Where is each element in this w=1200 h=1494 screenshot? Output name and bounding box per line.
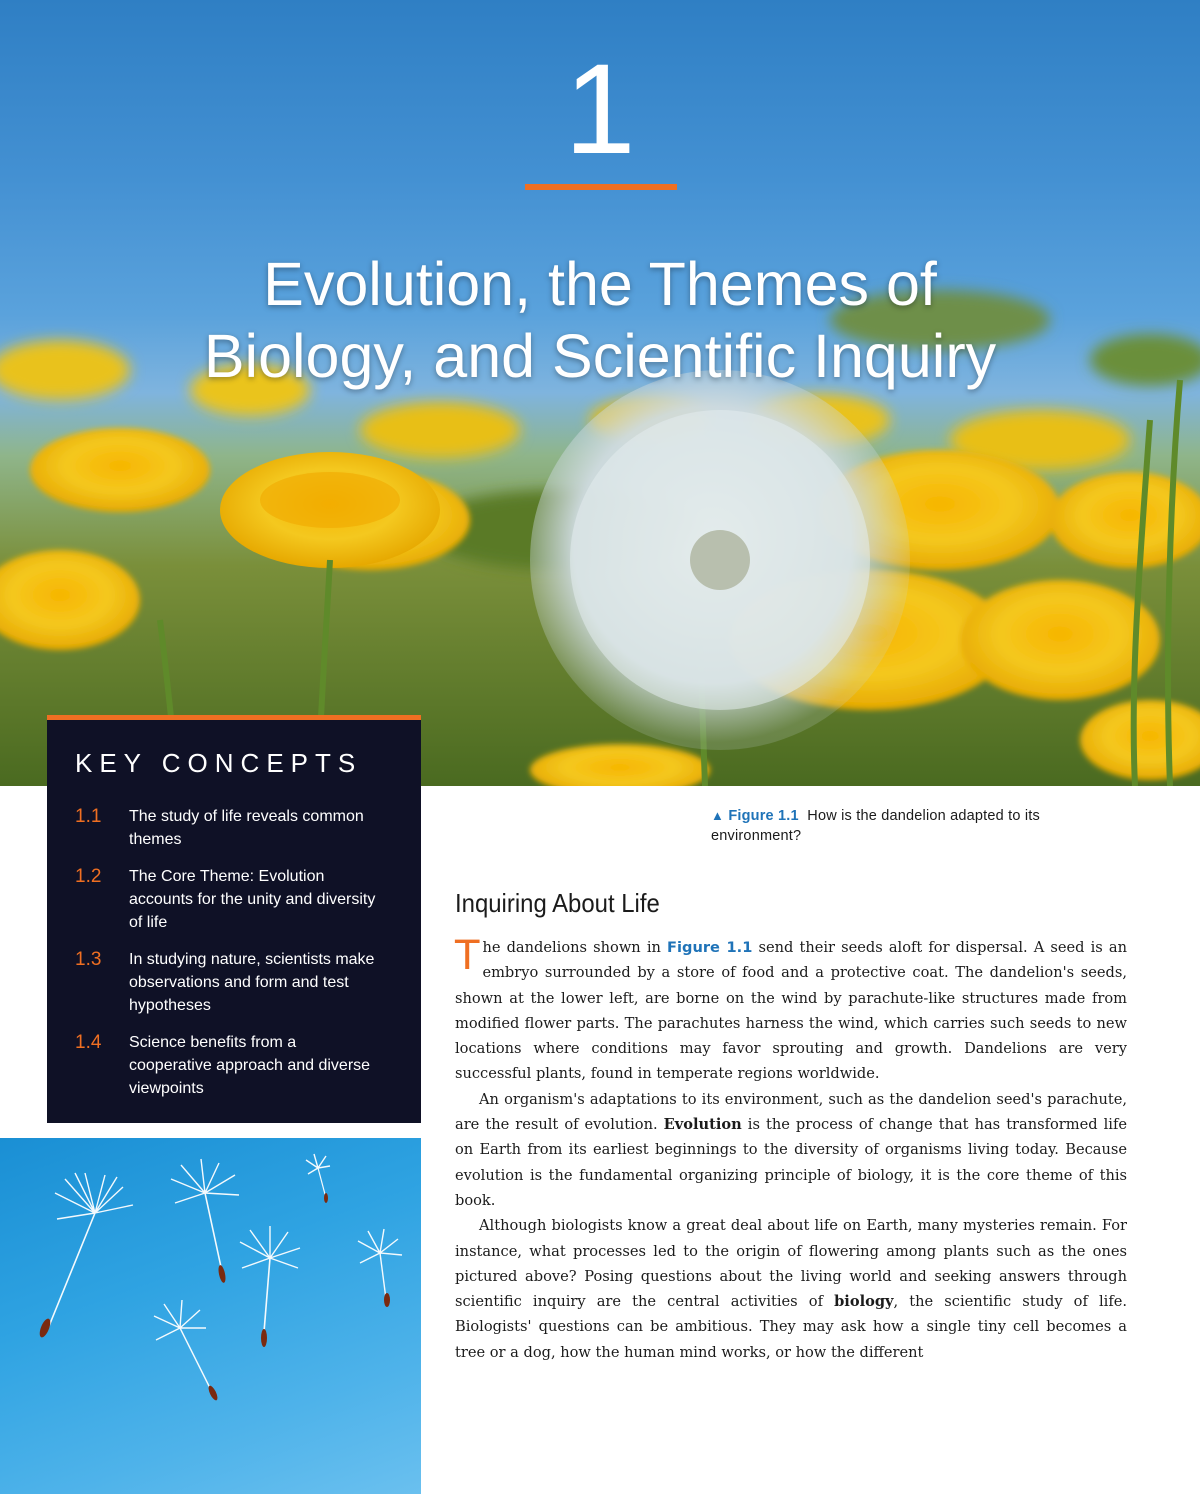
section-heading: Inquiring About Life [455, 888, 660, 918]
paragraph-2-text-b: is the process of change that has transformed life on Earth from its earliest beginnings to the diversity of organisms living today. Because evolution is the fundamental organizing principle of biology, it is the core theme of this book. [455, 1116, 1127, 1209]
chapter-title [0, 248, 1200, 392]
drop-cap: T [455, 933, 480, 979]
key-concept-text: The Core Theme: Evolution accounts for the unity and diversity of life [129, 868, 376, 931]
key-concept-item [75, 865, 399, 934]
paragraph-3 [455, 1213, 1127, 1365]
caption-text: How is the dandelion adapted to its environment? [711, 808, 1040, 844]
paragraph-3-text-a: Although biologists know a great deal about life on Earth, many mysteries remain. For instance, what processes led to the origin of flowering among plants such as the ones pictured above? Posing questions about the living world and seeking answers through scientific inquiry are the central activities of [455, 1217, 1127, 1311]
figure-reference-link[interactable]: Figure 1.1 [667, 939, 753, 956]
paragraph-1-text-a: he dandelions shown in [482, 939, 668, 956]
key-concept-item [75, 948, 399, 1017]
body-text [455, 935, 1127, 1365]
key-concept-text: In studying nature, scientists make observations and form and test hypotheses [129, 951, 375, 1014]
key-concept-number: 1.2 [75, 866, 102, 887]
caption-triangle-icon: ▲ [711, 808, 725, 823]
paragraph-1 [455, 935, 1127, 1087]
key-concept-item [75, 1031, 399, 1100]
chapter-title-line-1: Evolution, the Themes of [263, 250, 937, 318]
paragraph-3-text-b: , the scientific study of life. Biologists' questions can be ambitious. They may ask how a single tiny cell becomes a tree or a dog, how the human mind works, or how the different [455, 1293, 1127, 1361]
paragraph-2-text-a: An organism's adaptations to its environment, such as the dandelion seed's parachute, are the result of evolution. [455, 1090, 1127, 1134]
paragraph-1-text-b: send their seeds aloft for dispersal. A seed is an embryo surrounded by a store of food and a protective coat. The dandelion's seeds, shown at the lower left, are borne on the wind by parachute-like structures made from modified flower parts. The parachutes harness the wind, which carries such seeds to new locations where conditions may favor sprouting and growth. Dandelions are very successful plants, found in temperate regions worldwide. [455, 939, 1128, 1083]
key-term-biology: biology [834, 1293, 894, 1311]
chapter-number: 1 [564, 38, 636, 181]
dandelion-seeds-photo [0, 1138, 421, 1494]
chapter-title-line-2: Biology, and Scientific Inquiry [203, 322, 997, 390]
key-concept-number: 1.1 [75, 806, 102, 827]
paragraph-2 [455, 1087, 1127, 1213]
key-concept-number: 1.3 [75, 949, 102, 970]
caption-figure-label: Figure 1.1 [728, 808, 799, 824]
key-concept-item [75, 805, 399, 851]
key-concepts-box [47, 715, 421, 1123]
floating-seeds-illustration [0, 1138, 421, 1494]
key-concept-text: Science benefits from a cooperative approach and diverse viewpoints [129, 1034, 371, 1097]
key-concept-number: 1.4 [75, 1032, 102, 1053]
chapter-rule [525, 184, 677, 190]
figure-caption [711, 806, 1131, 846]
key-concepts-heading: KEY CONCEPTS [75, 748, 363, 778]
key-concept-text: The study of life reveals common themes [129, 808, 364, 848]
key-term-evolution: Evolution [663, 1116, 742, 1134]
